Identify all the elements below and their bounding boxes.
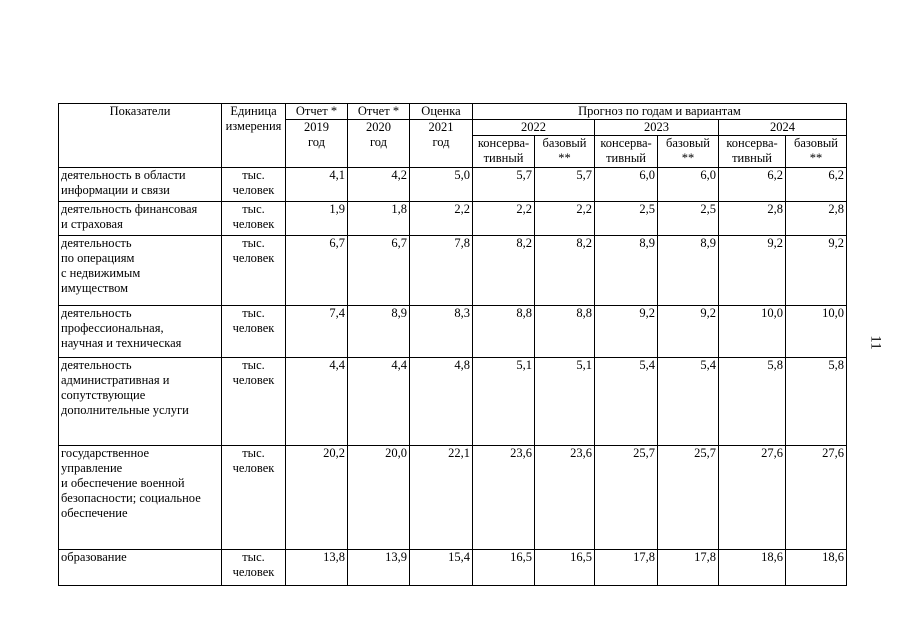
header-2022-base xyxy=(535,136,595,168)
row-label-line: имуществом xyxy=(61,281,129,295)
header-2024: 2024 xyxy=(719,120,847,136)
value-cell: 20,2 xyxy=(286,446,348,550)
table-body xyxy=(59,168,847,586)
header-2022: 2022 xyxy=(473,120,595,136)
header-2021-word: год xyxy=(432,135,450,149)
table-row xyxy=(59,306,847,358)
value-cell: 2,2 xyxy=(535,202,595,236)
value-cell: 2,5 xyxy=(658,202,719,236)
table-row xyxy=(59,446,847,550)
value-cell: 2,2 xyxy=(473,202,535,236)
value-cell: 27,6 xyxy=(719,446,786,550)
row-unit-line: человек xyxy=(232,217,275,231)
table-row xyxy=(59,358,847,446)
header-2023-base xyxy=(658,136,719,168)
row-label-line: с недвижимым xyxy=(61,266,141,280)
value-cell: 6,2 xyxy=(786,168,847,202)
header-2023-conservative xyxy=(595,136,658,168)
header-estimate-label: Оценка xyxy=(410,104,473,120)
header-indicators: Показатели xyxy=(59,104,222,168)
value-cell: 25,7 xyxy=(658,446,719,550)
value-cell: 1,9 xyxy=(286,202,348,236)
row-label-line: деятельность финансовая xyxy=(61,202,198,216)
value-cell: 9,2 xyxy=(786,236,847,306)
row-label-line: профессиональная, xyxy=(61,321,164,335)
row-label-line: научная и техническая xyxy=(61,336,182,350)
row-unit-line: тыс. xyxy=(242,446,265,460)
row-label-line: государственное xyxy=(61,446,150,460)
header-2024-conservative xyxy=(719,136,786,168)
base-line2: ** xyxy=(809,151,823,165)
value-cell: 17,8 xyxy=(658,550,719,586)
value-cell: 8,8 xyxy=(473,306,535,358)
value-cell: 8,9 xyxy=(348,306,410,358)
row-unit-line: человек xyxy=(232,373,275,387)
row-unit-line: тыс. xyxy=(242,236,265,250)
value-cell: 5,0 xyxy=(410,168,473,202)
page-number: 11 xyxy=(867,335,884,350)
row-label-line: управление xyxy=(61,461,123,475)
base-line1: базовый xyxy=(793,136,838,150)
row-label xyxy=(59,358,222,446)
row-label-line: и страховая xyxy=(61,217,123,231)
value-cell: 9,2 xyxy=(658,306,719,358)
base-line2: ** xyxy=(681,151,695,165)
value-cell: 6,0 xyxy=(595,168,658,202)
value-cell: 17,8 xyxy=(595,550,658,586)
value-cell: 23,6 xyxy=(473,446,535,550)
row-label-line: сопутствующие xyxy=(61,388,146,402)
header-unit xyxy=(222,104,286,168)
row-unit-line: человек xyxy=(232,251,275,265)
row-unit-line: человек xyxy=(232,565,275,579)
row-unit xyxy=(222,550,286,586)
header-2019 xyxy=(286,120,348,168)
row-unit-line: человек xyxy=(232,183,275,197)
row-unit-line: тыс. xyxy=(242,202,265,216)
header-report-2019-label: Отчет * xyxy=(286,104,348,120)
value-cell: 4,4 xyxy=(286,358,348,446)
value-cell: 20,0 xyxy=(348,446,410,550)
header-unit-line2: измерения xyxy=(225,119,282,133)
header-2023: 2023 xyxy=(595,120,719,136)
row-unit xyxy=(222,168,286,202)
base-line2: ** xyxy=(558,151,571,165)
value-cell: 5,1 xyxy=(535,358,595,446)
value-cell: 5,8 xyxy=(786,358,847,446)
header-2022-conservative xyxy=(473,136,535,168)
base-line1: базовый xyxy=(665,136,710,150)
table-row xyxy=(59,202,847,236)
value-cell: 8,2 xyxy=(535,236,595,306)
value-cell: 5,4 xyxy=(658,358,719,446)
value-cell: 4,2 xyxy=(348,168,410,202)
row-label xyxy=(59,550,222,586)
value-cell: 4,8 xyxy=(410,358,473,446)
row-label-line: административная и xyxy=(61,373,170,387)
row-unit xyxy=(222,358,286,446)
value-cell: 4,4 xyxy=(348,358,410,446)
base-line1: базовый xyxy=(542,136,587,150)
row-label xyxy=(59,306,222,358)
row-label-line: деятельность в области xyxy=(61,168,186,182)
value-cell: 5,8 xyxy=(719,358,786,446)
value-cell: 22,1 xyxy=(410,446,473,550)
forecast-table xyxy=(58,103,847,586)
value-cell: 15,4 xyxy=(410,550,473,586)
value-cell: 18,6 xyxy=(719,550,786,586)
value-cell: 2,8 xyxy=(786,202,847,236)
row-unit-line: тыс. xyxy=(242,306,265,320)
row-label-line: дополнительные услуги xyxy=(61,403,189,417)
table-header xyxy=(59,104,847,168)
row-unit-line: тыс. xyxy=(242,550,265,564)
header-2024-base xyxy=(786,136,847,168)
value-cell: 8,9 xyxy=(595,236,658,306)
value-cell: 7,4 xyxy=(286,306,348,358)
header-2020-word: год xyxy=(369,135,388,149)
conservative-line2: тивный xyxy=(732,151,772,165)
row-label-line: образование xyxy=(61,550,127,564)
conservative-line1: консерва- xyxy=(477,136,530,150)
conservative-line1: консерва- xyxy=(726,136,778,150)
value-cell: 5,4 xyxy=(595,358,658,446)
row-label-line: деятельность xyxy=(61,306,132,320)
conservative-line2: тивный xyxy=(483,151,524,165)
row-label-line: по операциям xyxy=(61,251,135,265)
value-cell: 6,7 xyxy=(348,236,410,306)
value-cell: 16,5 xyxy=(535,550,595,586)
row-label-line: информации и связи xyxy=(61,183,170,197)
value-cell: 4,1 xyxy=(286,168,348,202)
value-cell: 6,2 xyxy=(719,168,786,202)
value-cell: 27,6 xyxy=(786,446,847,550)
row-label xyxy=(59,236,222,306)
header-2020 xyxy=(348,120,410,168)
row-label xyxy=(59,168,222,202)
row-label-line: деятельность xyxy=(61,236,132,250)
value-cell: 8,8 xyxy=(535,306,595,358)
value-cell: 1,8 xyxy=(348,202,410,236)
row-unit xyxy=(222,306,286,358)
value-cell: 2,8 xyxy=(719,202,786,236)
value-cell: 8,9 xyxy=(658,236,719,306)
value-cell: 25,7 xyxy=(595,446,658,550)
value-cell: 6,7 xyxy=(286,236,348,306)
row-unit-line: человек xyxy=(232,461,275,475)
value-cell: 10,0 xyxy=(719,306,786,358)
row-label xyxy=(59,446,222,550)
value-cell: 16,5 xyxy=(473,550,535,586)
value-cell: 8,3 xyxy=(410,306,473,358)
table-row xyxy=(59,168,847,202)
header-2019-year: 2019 xyxy=(304,120,329,134)
value-cell: 13,9 xyxy=(348,550,410,586)
value-cell: 10,0 xyxy=(786,306,847,358)
header-report-2020-label: Отчет * xyxy=(348,104,410,120)
row-label-line: безопасности; социальное xyxy=(61,491,201,505)
value-cell: 18,6 xyxy=(786,550,847,586)
header-forecast-label: Прогноз по годам и вариантам xyxy=(473,104,847,120)
row-unit-line: человек xyxy=(232,321,275,335)
row-unit xyxy=(222,446,286,550)
row-unit xyxy=(222,202,286,236)
value-cell: 8,2 xyxy=(473,236,535,306)
header-2021-year: 2021 xyxy=(428,120,454,134)
row-unit xyxy=(222,236,286,306)
value-cell: 2,2 xyxy=(410,202,473,236)
header-2020-year: 2020 xyxy=(366,120,391,134)
row-label-line: деятельность xyxy=(61,358,132,372)
value-cell: 9,2 xyxy=(595,306,658,358)
conservative-line1: консерва- xyxy=(600,136,652,150)
value-cell: 5,7 xyxy=(535,168,595,202)
row-unit-line: тыс. xyxy=(242,358,265,372)
value-cell: 7,8 xyxy=(410,236,473,306)
table-row xyxy=(59,550,847,586)
row-label-line: обеспечение xyxy=(61,506,128,520)
header-2021 xyxy=(410,120,473,168)
value-cell: 2,5 xyxy=(595,202,658,236)
value-cell: 5,1 xyxy=(473,358,535,446)
header-2019-word: год xyxy=(307,135,326,149)
value-cell: 9,2 xyxy=(719,236,786,306)
row-label xyxy=(59,202,222,236)
value-cell: 13,8 xyxy=(286,550,348,586)
row-unit-line: тыс. xyxy=(242,168,265,182)
value-cell: 6,0 xyxy=(658,168,719,202)
value-cell: 5,7 xyxy=(473,168,535,202)
header-unit-line1: Единица xyxy=(230,104,277,118)
conservative-line2: тивный xyxy=(606,151,646,165)
value-cell: 23,6 xyxy=(535,446,595,550)
table-row xyxy=(59,236,847,306)
row-label-line: и обеспечение военной xyxy=(61,476,185,490)
